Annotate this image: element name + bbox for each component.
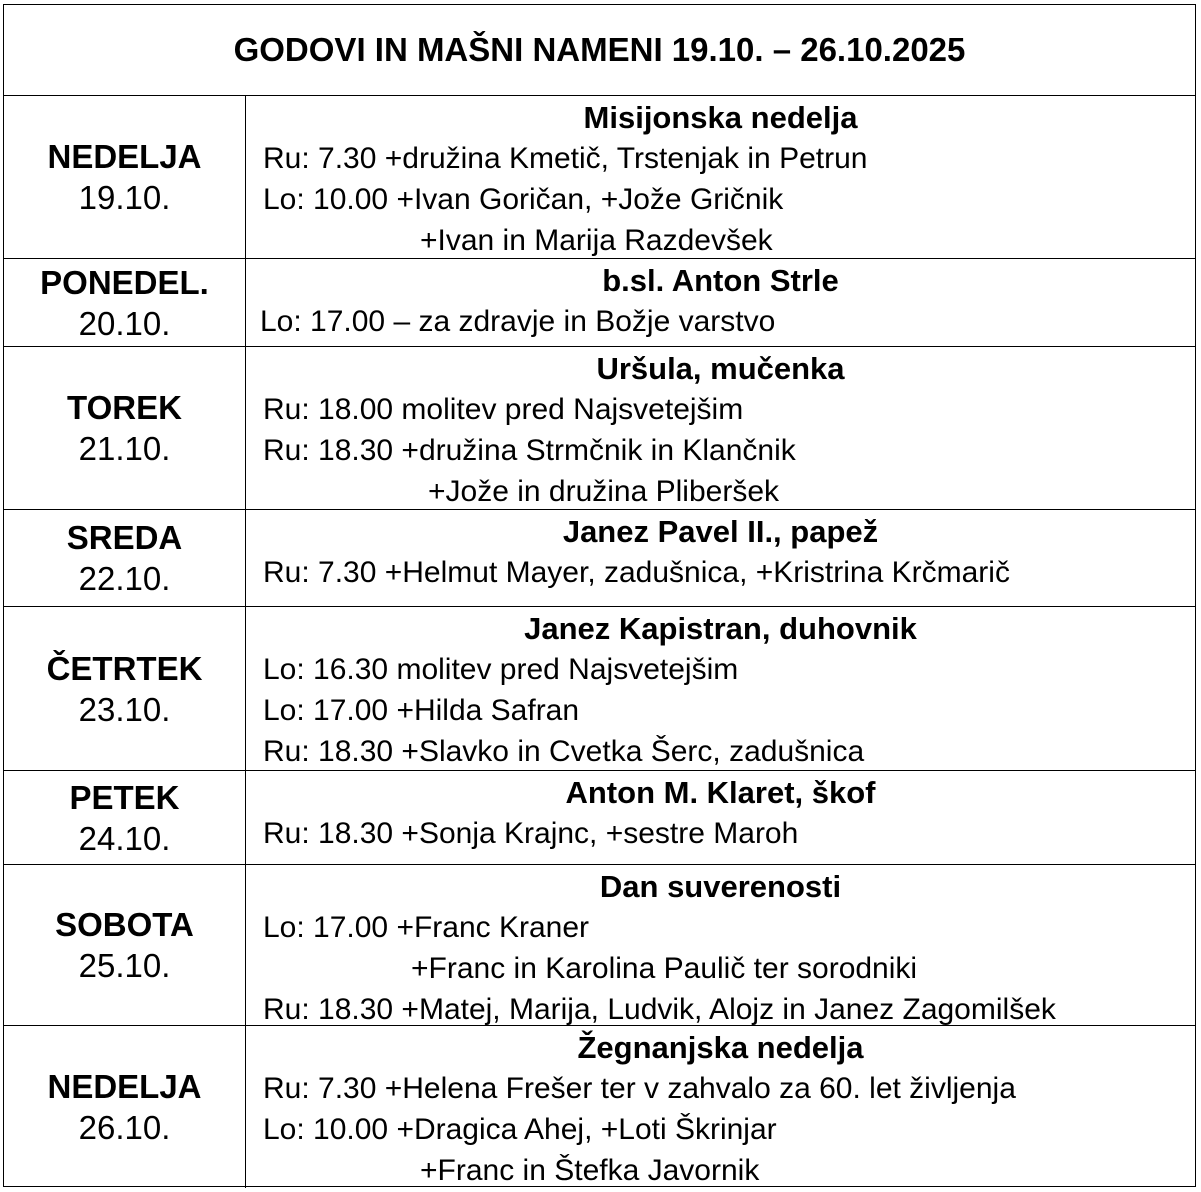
day-row-tuesday-21 [4,347,1195,510]
page-title: GODOVI IN MAŠNI NAMENI 19.10. – 26.10.2025 [4,5,1195,96]
feast-title: Dan suverenosti [599,869,842,904]
day-cell [4,347,246,509]
intentions-cell [246,259,1195,346]
intentions-cell [246,1026,1195,1188]
day-date: 19.10. [78,179,171,216]
day-name: PETEK [69,778,180,816]
day-name: NEDELJA [47,138,202,175]
day-row-monday-20 [4,259,1195,347]
mass-intention: Lo: 10.00 +Ivan Goričan, +Jože Gričnik [263,183,784,216]
day-row-friday-24 [4,771,1195,865]
day-date: 24.10. [78,819,171,857]
feast-title: Uršula, mučenka [596,351,845,386]
mass-intention: Ru: 7.30 +Helmut Mayer, zadušnica, +Kristrina Krčmarič [263,556,1010,589]
day-date: 20.10. [78,304,171,342]
feast-title: Janez Kapistran, duhovnik [524,611,917,646]
day-date: 26.10. [78,1109,171,1146]
day-cell [4,96,246,258]
mass-intention: Ru: 18.30 +družina Strmčnik in Klančnik [263,434,796,467]
day-name: ČETRTEK [46,649,203,687]
mass-intention: Ru: 18.30 +Sonja Krajnc, +sestre Maroh [263,817,799,850]
feast-title: b.sl. Anton Strle [602,263,839,298]
day-date: 22.10. [78,560,171,597]
day-cell [4,259,246,346]
mass-intention: Lo: 17.00 +Hilda Safran [263,694,580,727]
day-cell [4,607,246,770]
day-date: 21.10. [78,430,171,467]
day-row-saturday-25 [4,865,1195,1026]
feast-title: Anton M. Klaret, škof [565,775,876,810]
mass-intention-continued: +Franc in Štefka Javornik [420,1154,760,1187]
day-name: PONEDEL. [40,263,209,301]
day-cell [4,865,246,1025]
schedule-table [3,4,1196,1187]
mass-intention: Lo: 16.30 molitev pred Najsvetejšim [263,653,739,686]
mass-intention: Lo: 17.00 – za zdravje in Božje varstvo [260,305,776,338]
mass-intention-continued: +Ivan in Marija Razdevšek [420,224,773,257]
day-cell [4,1026,246,1188]
day-row-sunday-19 [4,96,1195,259]
mass-intention-continued: +Jože in družina Pliberšek [428,475,780,508]
day-name: SOBOTA [55,906,194,943]
intentions-cell [246,607,1195,770]
day-cell [4,510,246,606]
feast-title: Misijonska nedelja [583,100,858,135]
intentions-cell [246,865,1195,1025]
intentions-cell [246,771,1195,864]
day-cell [4,771,246,864]
day-row-sunday-26 [4,1026,1195,1188]
day-row-wednesday-22 [4,510,1195,607]
day-row-thursday-23 [4,607,1195,771]
feast-title: Žegnanjska nedelja [577,1030,864,1065]
day-name: SREDA [66,519,183,556]
day-name: NEDELJA [47,1068,202,1105]
mass-intention: Ru: 7.30 +Helena Frešer ter v zahvalo za 60. let življenja [263,1072,1016,1105]
intentions-cell [246,510,1195,606]
mass-intention: Lo: 17.00 +Franc Kraner [263,911,590,944]
mass-intention: Ru: 7.30 +družina Kmetič, Trstenjak in Petrun [263,142,868,175]
day-name: TOREK [67,389,182,426]
mass-intention-continued: +Franc in Karolina Paulič ter sorodniki [411,952,918,985]
feast-title: Janez Pavel II., papež [562,514,879,549]
mass-intention: Ru: 18.30 +Slavko in Cvetka Šerc, zadušnica [263,735,865,768]
day-date: 23.10. [78,690,171,728]
day-date: 25.10. [78,947,171,984]
intentions-cell [246,347,1195,509]
mass-intention: Lo: 10.00 +Dragica Ahej, +Loti Škrinjar [263,1113,777,1146]
mass-intention: Ru: 18.30 +Matej, Marija, Ludvik, Alojz in Janez Zagomilšek [263,993,1056,1026]
mass-intention: Ru: 18.00 molitev pred Najsvetejšim [263,393,744,426]
intentions-cell [246,96,1195,258]
